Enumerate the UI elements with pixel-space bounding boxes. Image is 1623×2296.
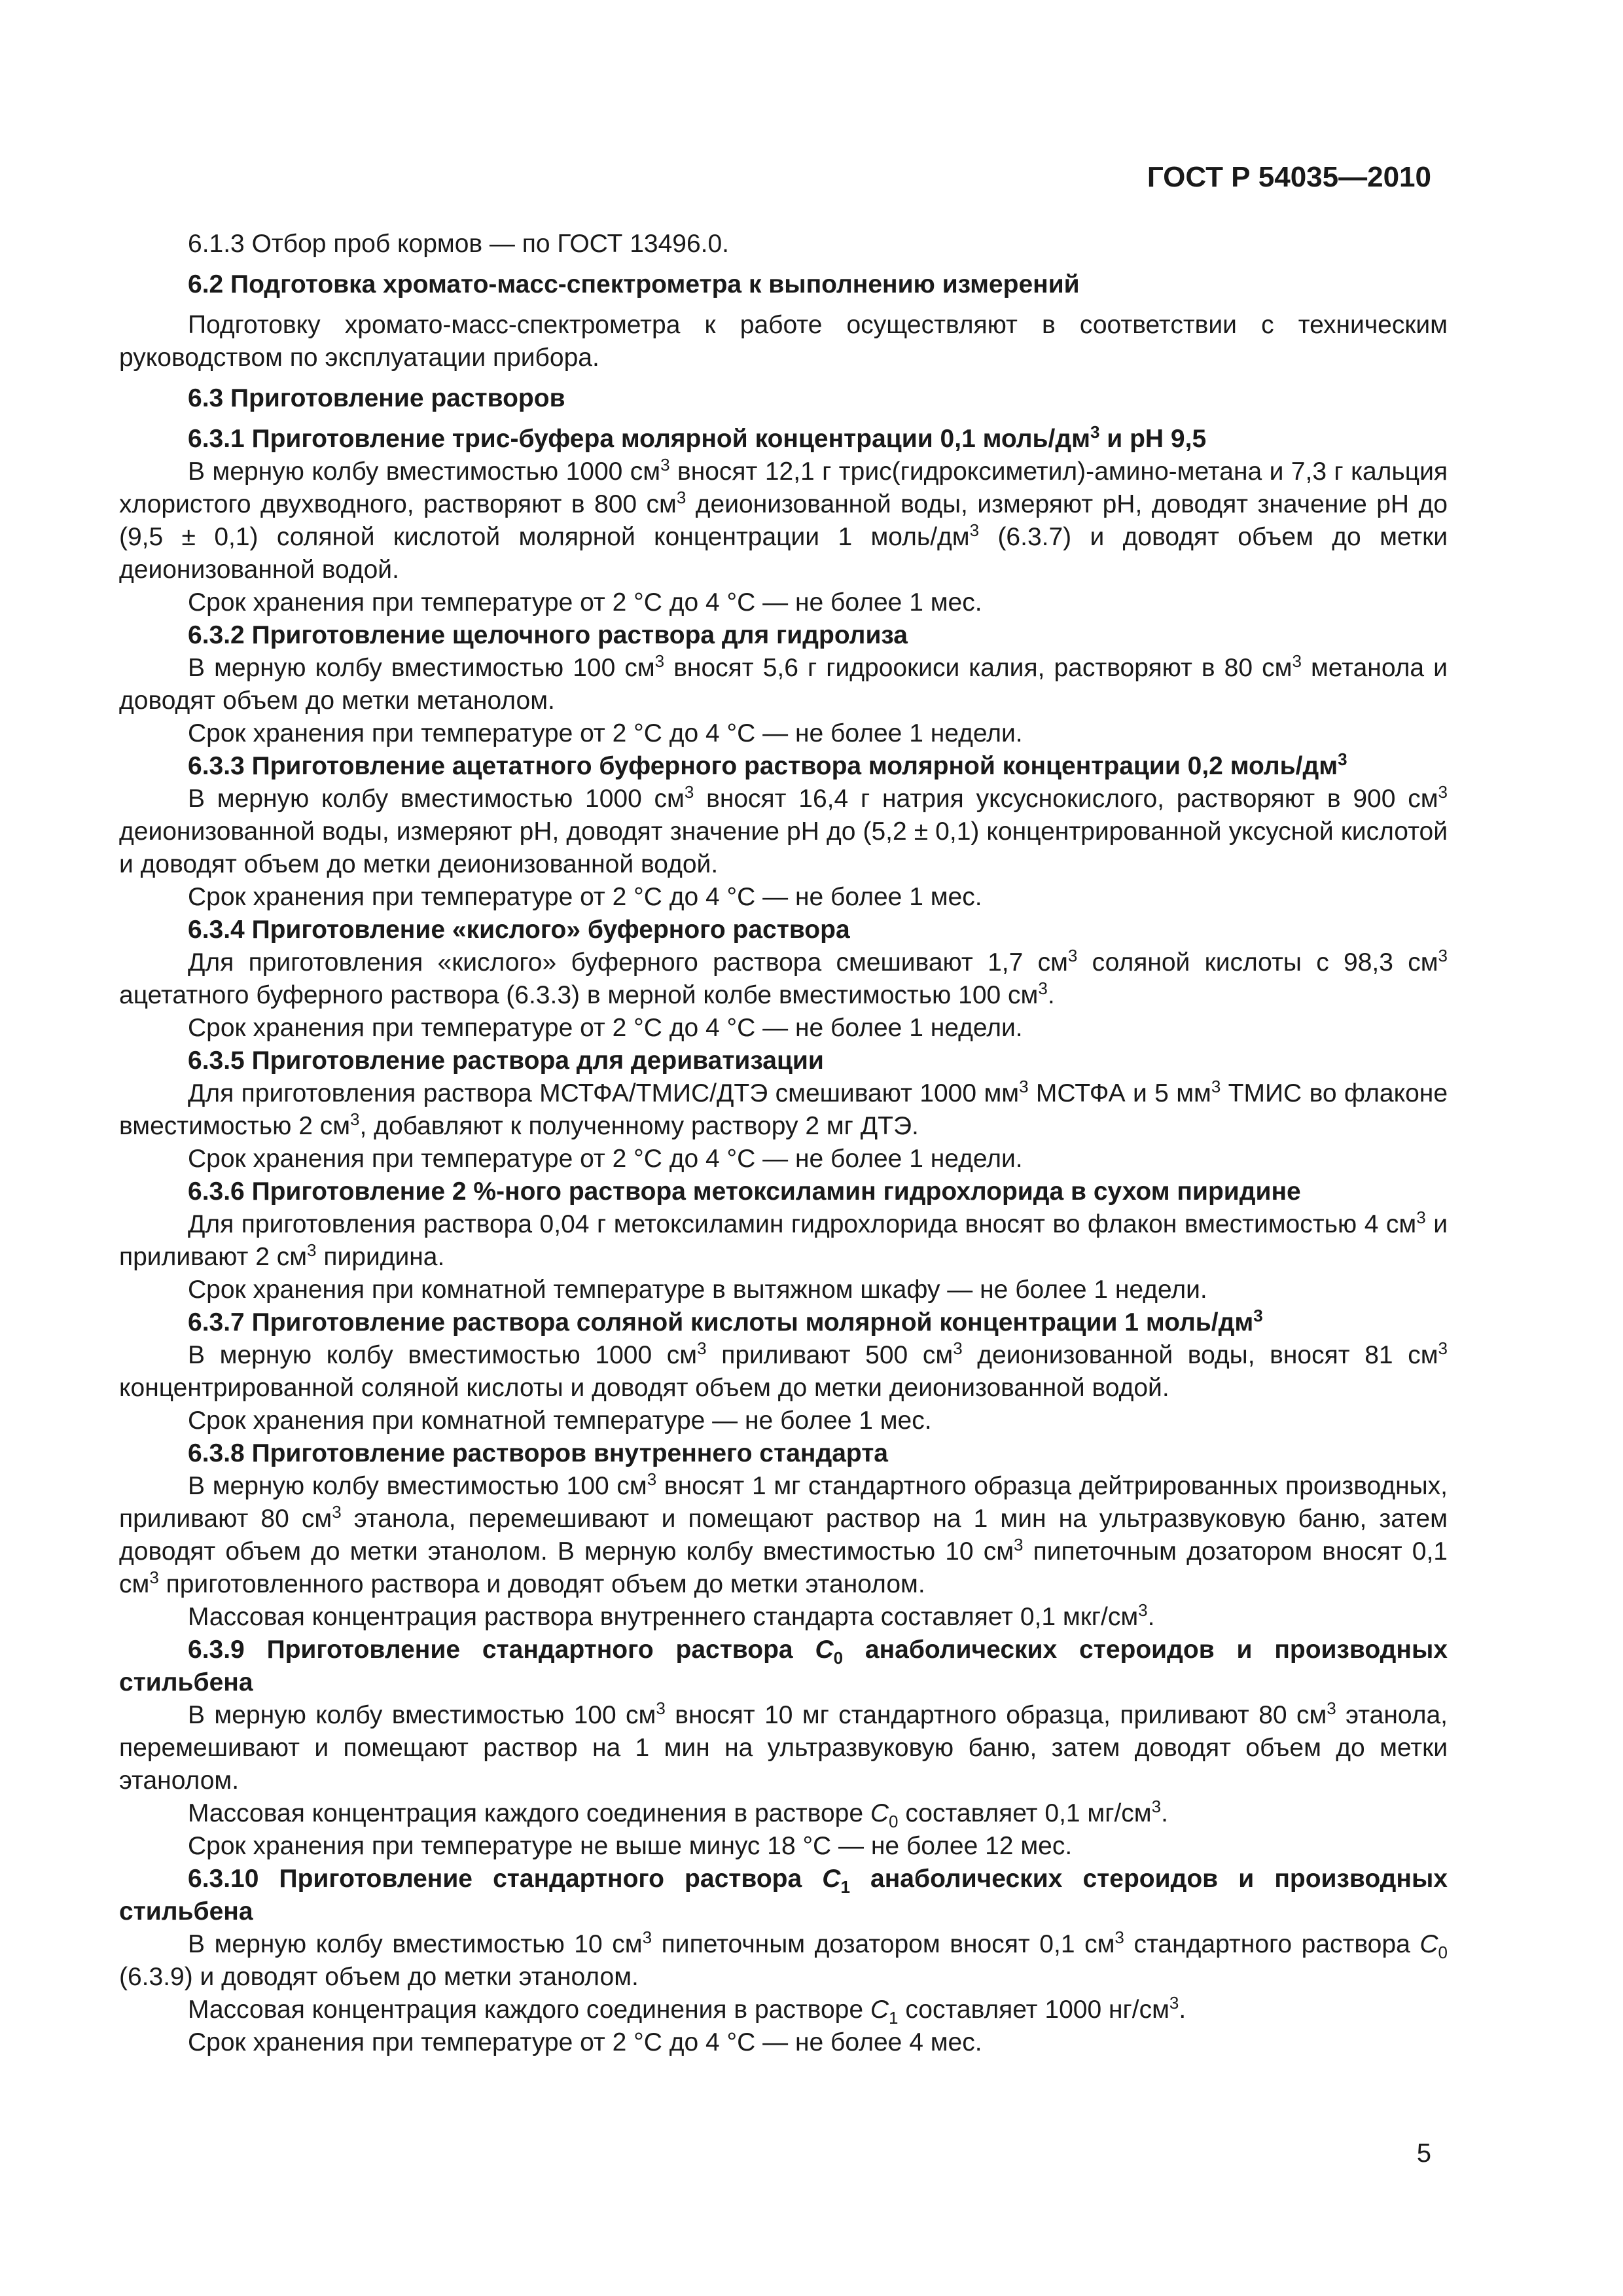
section-6-3-title: 6.3 Приготовление растворов xyxy=(188,384,565,412)
section-6-3-6-storage: Срок хранения при комнатной температуре в вытяжном шкафу — не более 1 недели. xyxy=(188,1276,1207,1304)
document-header: ГОСТ Р 54035—2010 xyxy=(1147,161,1431,193)
section-6-3-6-title: 6.3.6 Приготовление 2 %-ного раствора метоксиламин гидрохлорида в сухом пиридине xyxy=(188,1177,1301,1206)
section-6-3-10-storage: Срок хранения при температуре от 2 °С до 4 °С — не более 4 мес. xyxy=(188,2028,982,2056)
section-6-2-title: 6.2 Подготовка хромато-масс-спектрометра к выполнению измерений xyxy=(188,270,1080,298)
section-6-3-2-text: В мерную колбу вместимостью 100 $см^3$ вносят 5,6 г гидроокиси калия, растворяют в 80 $см^3$ метанола и доводят объем до метки метанолом. xyxy=(119,651,1448,715)
section-6-3-4-title: 6.3.4 Приготовление «кислого» буферного раствора xyxy=(188,916,850,944)
section-6-3-6-text: Для приготовления раствора 0,04 г метоксиламин гидрохлорида вносят во флакон вместимостью 4 $см^3$ и приливают 2 $см^3$ пиридина. xyxy=(119,1208,1448,1271)
section-6-1-3: 6.1.3 Отбор проб кормов — по ГОСТ 13496.0. xyxy=(188,230,730,258)
section-6-3-9-title: 6.3.9 Приготовление стандартного раствора $С_0$ анаболических стероидов и производных стильбена xyxy=(119,1636,1448,1696)
section-6-3-1-text: В мерную колбу вместимостью 1000 $см^3$ вносят 12,1 г трис(гидроксиметил)-амино-метана и 7,3 г кальция хлористого двухводного, растворяют в 800 $см^3$ деионизованной воды, измеряют рН, доводят значение рН до (9,5 ± 0,1) соляной кислотой молярной концентрации 1 моль/$дм^3$ (6.3.7) и доводят объем до метки деионизованной водой. xyxy=(119,455,1448,584)
section-6-3-4-storage: Срок хранения при температуре от 2 °С до 4 °С — не более 1 недели. xyxy=(188,1014,1023,1042)
section-6-3-5-title: 6.3.5 Приготовление раствора для дериватизации xyxy=(188,1047,824,1075)
section-6-3-1-storage: Срок хранения при температуре от 2 °С до 4 °С — не более 1 мес. xyxy=(188,588,982,617)
section-6-3-7-text: В мерную колбу вместимостью 1000 $см^3$ приливают 500 $см^3$ деионизованной воды, вносят 81 $см^3$ концентрированной соляной кислоты и доводят объем до метки деионизованной водой. xyxy=(119,1338,1448,1402)
section-6-3-9-text: В мерную колбу вместимостью 100 $см^3$ вносят 10 мг стандартного образца, приливают 80 $см^3$ этанола, перемешивают и помещают раствор на 1 мин на ультразвуковую баню, затем доводят объем до метки этанолом. xyxy=(119,1698,1448,1795)
section-6-3-8-concentration: Массовая концентрация раствора внутреннего стандарта составляет 0,1 мкг/$см^3$. xyxy=(188,1600,1155,1631)
section-6-3-9-concentration: Массовая концентрация каждого соединения в растворе $С_0$ составляет 0,1 $мг/см^3$. xyxy=(188,1797,1168,1831)
section-6-2-text: Подготовку хромато-масс-спектрометра к работе осуществляют в соответствии с техническим руководством по эксплуатации прибора. xyxy=(119,311,1448,372)
section-6-3-2-title: 6.3.2 Приготовление щелочного раствора для гидролиза xyxy=(188,621,908,649)
section-6-3-5-text: Для приготовления раствора МСТФА/ТМИС/ДТЭ смешивают 1000 $мм^3$ МСТФА и 5 $мм^3$ ТМИС во флаконе вместимостью 2 $см^3$, добавляют к полученному раствору 2 мг ДТЭ. xyxy=(119,1077,1448,1140)
section-6-3-3-storage: Срок хранения при температуре от 2 °С до 4 °С — не более 1 мес. xyxy=(188,883,982,911)
section-6-3-9-storage: Срок хранения при температуре не выше минус 18 °С — не более 12 мес. xyxy=(188,1832,1073,1860)
section-6-3-7-storage: Срок хранения при комнатной температуре — не более 1 мес. xyxy=(188,1407,932,1435)
section-6-3-10-concentration: Массовая концентрация каждого соединения в растворе $С_1$ составляет 1000 $нг/см^3$. xyxy=(188,1993,1186,2028)
section-6-3-3-text: В мерную колбу вместимостью 1000 $см^3$ вносят 16,4 г натрия уксуснокислого, растворяют в 900 $см^3$ деионизованной воды, измеряют рН, доводят значение рН до (5,2 ± 0,1) концентрированной уксусной кислотой и доводят объем до метки деионизованной водой. xyxy=(119,782,1448,878)
section-6-3-2-storage: Срок хранения при температуре от 2 °С до 4 °С — не более 1 недели. xyxy=(188,719,1023,747)
section-6-3-8-title: 6.3.8 Приготовление растворов внутреннего стандарта xyxy=(188,1439,888,1467)
section-6-3-10-title: 6.3.10 Приготовление стандартного раствора $С_1$ анаболических стероидов и производных стильбена xyxy=(119,1865,1448,1926)
section-6-3-4-text: Для приготовления «кислого» буферного раствора смешивают 1,7 $см^3$ соляной кислоты с 98,3 $см^3$ ацетатного буферного раствора (6.3.3) в мерной колбе вместимостью 100 $см^3$. xyxy=(119,946,1448,1009)
section-6-3-8-text: В мерную колбу вместимостью 100 $см^3$ вносят 1 мг стандартного образца дейтрированных производных, приливают 80 $см^3$ этанола, перемешивают и помещают раствор на 1 мин на ультразвуковую баню, затем доводят объем до метки этанолом. В мерную колбу вместимостью 10 $см^3$ пипеточным дозатором вносят 0,1 $см^3$ приготовленного раствора и доводят объем до метки этанолом. xyxy=(119,1469,1448,1598)
section-6-3-5-storage: Срок хранения при температуре от 2 °С до 4 °С — не более 1 недели. xyxy=(188,1145,1023,1173)
page-number: 5 xyxy=(1416,2139,1431,2168)
section-6-3-10-text: В мерную колбу вместимостью 10 $см^3$ пипеточным дозатором вносят 0,1 $см^3$ стандартного раствора $С_0$ (6.3.9) и доводят объем до метки этанолом. xyxy=(119,1928,1448,1991)
document-body xyxy=(119,228,1448,2059)
section-6-3-1-title: 6.3.1 Приготовление трис-буфера молярной концентрации 0,1 моль/$дм^3$ и рН 9,5 xyxy=(188,422,1207,453)
section-6-3-3-title: 6.3.3 Приготовление ацетатного буферного раствора молярной концентрации 0,2 моль/$дм^3$ xyxy=(188,749,1347,780)
section-6-3-7-title: 6.3.7 Приготовление раствора соляной кислоты молярной концентрации 1 моль/$дм^3$ xyxy=(188,1306,1263,1336)
